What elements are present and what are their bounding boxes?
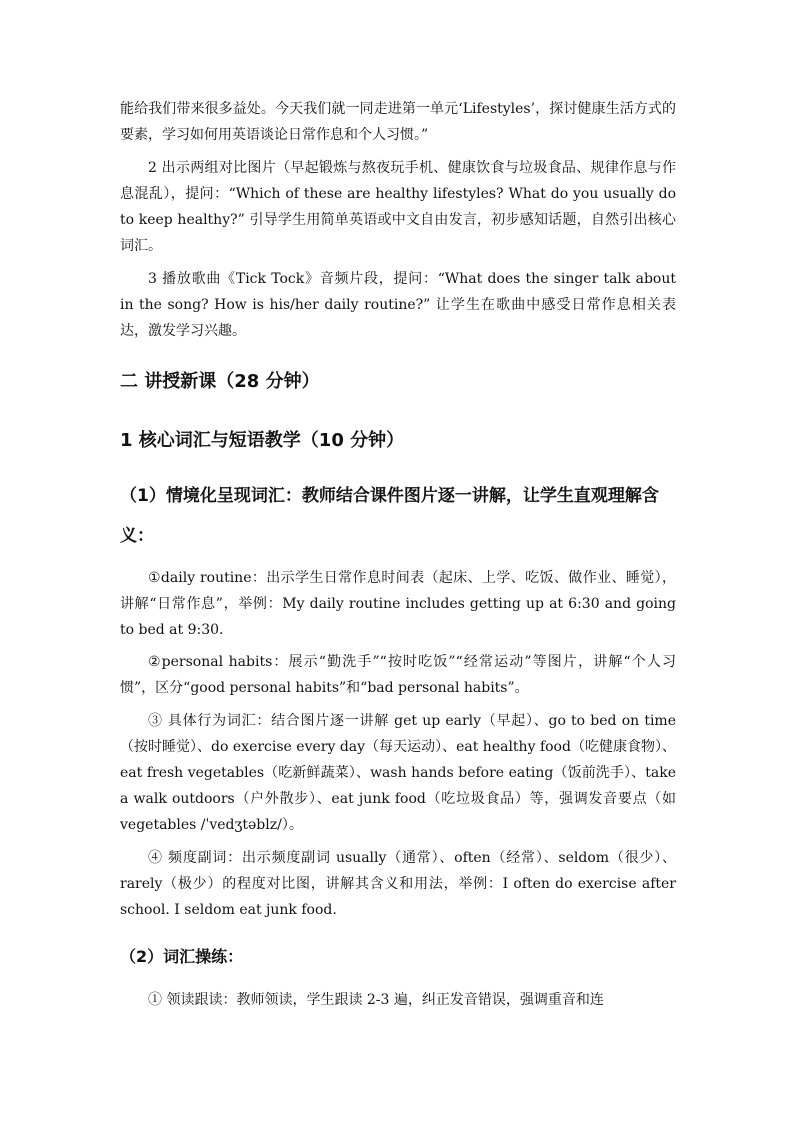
step-3-paragraph: 3 播放歌曲《Tick Tock》音频片段，提问：“What does the singer talk about in the song? How is his/her daily routine?” 让学生在歌曲中感受日常作息相关表达，激发学习兴趣。 xyxy=(120,271,676,339)
part-2-heading: （2）词汇操练： xyxy=(120,947,244,966)
drill-item-read-after: ① 领读跟读：教师领读，学生跟读 2-3 遍，纠正发音错误，强调重音和连 xyxy=(148,992,604,1008)
vocab-item-behavior-words: ③ 具体行为词汇：结合图片逐一讲解 get up early（早起）、go to bed on time（按时睡觉）、do exercise every day（每天运动）、eat healthy food（吃健康食物）、eat fresh vegetables（吃新鲜蔬菜）、wash hands before eating（饭前洗手）、take a walk outdoors（户外散步）、eat junk food（吃垃圾食品）等，强调发音要点（如 vegetables /ˈvedʒtəblz/）。 xyxy=(120,713,676,833)
intro-paragraph: 能给我们带来很多益处。今天我们就一同走进第一单元‘Lifestyles’，探讨健康生活方式的要素，学习如何用英语谈论日常作息和个人习惯。” xyxy=(120,101,676,143)
vocab-item-personal-habits: ②personal habits：展示“勤洗手”“按时吃饭”“经常运动”等图片，讲解“个人习惯”，区分“good personal habits”和“bad personal habits”。 xyxy=(120,654,676,696)
section-heading-new-lesson: 二 讲授新课（28 分钟） xyxy=(120,371,320,392)
part-1-heading: （1）情境化呈现词汇：教师结合课件图片逐一讲解，让学生直观理解含义： xyxy=(120,486,659,546)
step-2-paragraph: 2 出示两组对比图片（早起锻炼与熬夜玩手机、健康饮食与垃圾食品、规律作息与作息混乱），提问：“Which of these are healthy lifestyles? What do you usually do to keep healthy?” 引导学生用简单英语或中文自由发言，初步感知话题，自然引出核心词汇。 xyxy=(120,160,676,254)
subsection-heading-vocabulary: 1 核心词汇与短语教学（10 分钟） xyxy=(120,430,405,451)
vocab-item-daily-routine: ①daily routine：出示学生日常作息时间表（起床、上学、吃饭、做作业、睡觉），讲解“日常作息”，举例：My daily routine includes getting up at 6:30 and going to bed at 9:30. xyxy=(120,570,676,638)
vocab-item-frequency-adverbs: ④ 频度副词：出示频度副词 usually（通常）、often（经常）、seldom（很少）、rarely（极少）的程度对比图，讲解其含义和用法，举例：I often do exercise after school. I seldom eat junk food. xyxy=(120,850,676,918)
